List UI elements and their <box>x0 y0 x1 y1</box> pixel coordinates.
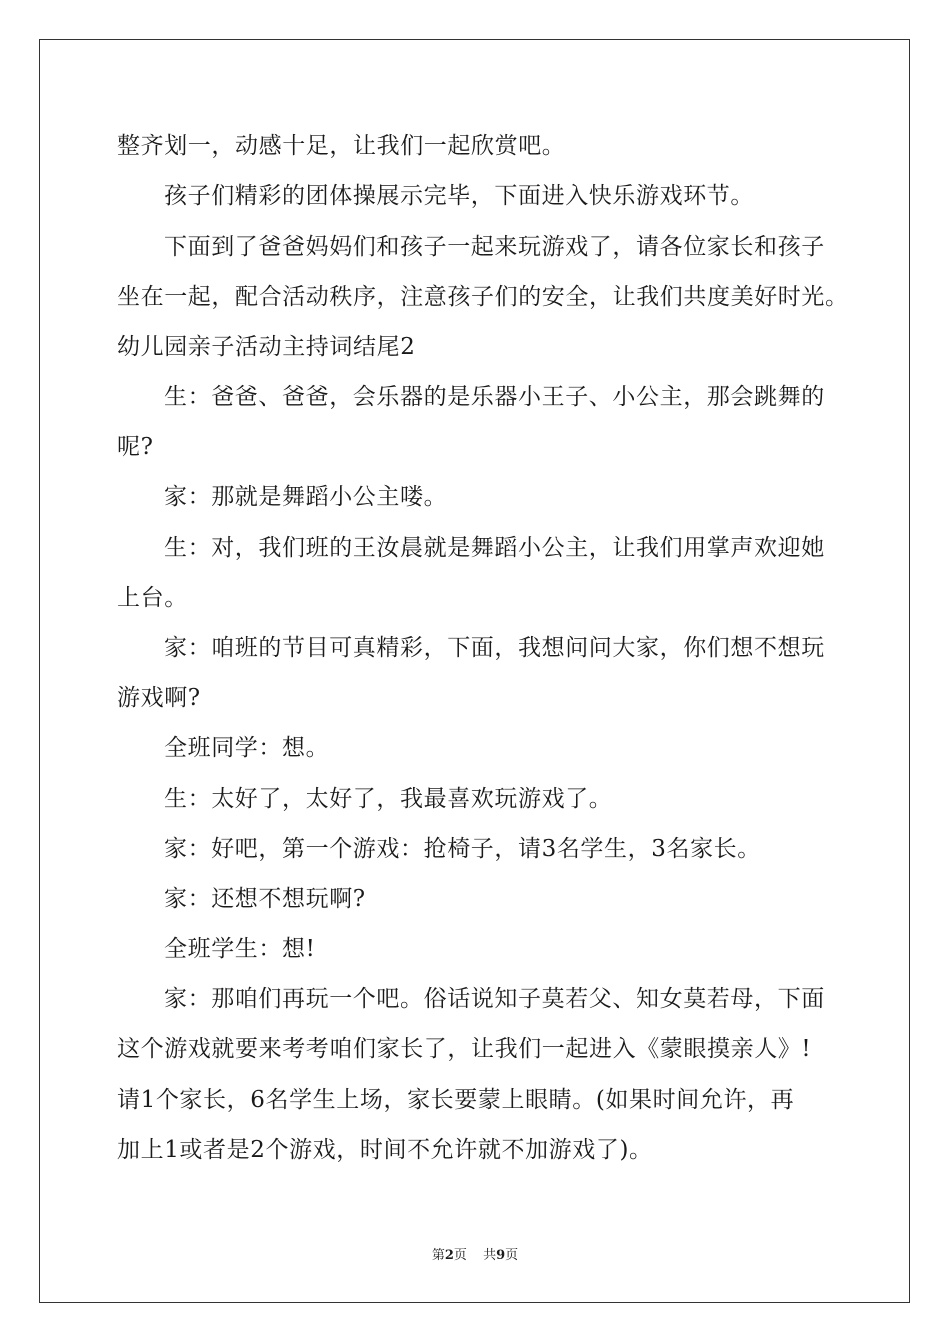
page-number: 第2页 <box>431 1248 467 1263</box>
paragraph-line: 生：太好了，太好了，我最喜欢玩游戏了。 <box>164 786 613 812</box>
paragraph-line: 家：还想不想玩啊? <box>164 886 366 912</box>
page-total: 共9页 <box>483 1248 519 1263</box>
paragraph-line: 游戏啊? <box>117 685 201 711</box>
paragraph-line: 请1个家长，6名学生上场，家长要蒙上眼睛。(如果时间允许，再 <box>117 1087 795 1113</box>
paragraph-line: 家：咱班的节目可真精彩，下面，我想问问大家，你们想不想玩 <box>164 635 825 661</box>
paragraph-line: 坐在一起，配合活动秩序，注意孩子们的安全，让我们共度美好时光。 <box>117 284 849 310</box>
paragraph-line: 生：爸爸、爸爸，会乐器的是乐器小王子、小公主，那会跳舞的 <box>164 384 825 410</box>
paragraph-line: 呢? <box>117 434 154 460</box>
paragraph-line: 生：对，我们班的王汝晨就是舞蹈小公主，让我们用掌声欢迎她 <box>164 535 825 561</box>
paragraph-line: 整齐划一，动感十足，让我们一起欣赏吧。 <box>117 133 566 159</box>
paragraph-line: 这个游戏就要来考考咱们家长了，让我们一起进入《蒙眼摸亲人》! <box>117 1036 812 1062</box>
paragraph-line: 孩子们精彩的团体操展示完毕，下面进入快乐游戏环节。 <box>164 183 754 209</box>
paragraph-line: 家：那就是舞蹈小公主喽。 <box>164 484 448 510</box>
paragraph-line: 上台。 <box>117 585 188 611</box>
paragraph-line: 下面到了爸爸妈妈们和孩子一起来玩游戏了，请各位家长和孩子 <box>164 234 825 260</box>
paragraph-line: 全班学生：想! <box>164 936 316 962</box>
paragraph-line: 家：那咱们再玩一个吧。俗话说知子莫若父、知女莫若母，下面 <box>164 986 825 1012</box>
paragraph-line: 家：好吧，第一个游戏：抢椅子，请3名学生，3名家长。 <box>164 836 761 862</box>
paragraph-line: 加上1或者是2个游戏，时间不允许就不加游戏了)。 <box>117 1137 653 1163</box>
page-footer <box>0 1248 950 1264</box>
section-heading: 幼儿园亲子活动主持词结尾2 <box>117 334 416 360</box>
paragraph-line: 全班同学：想。 <box>164 735 330 761</box>
